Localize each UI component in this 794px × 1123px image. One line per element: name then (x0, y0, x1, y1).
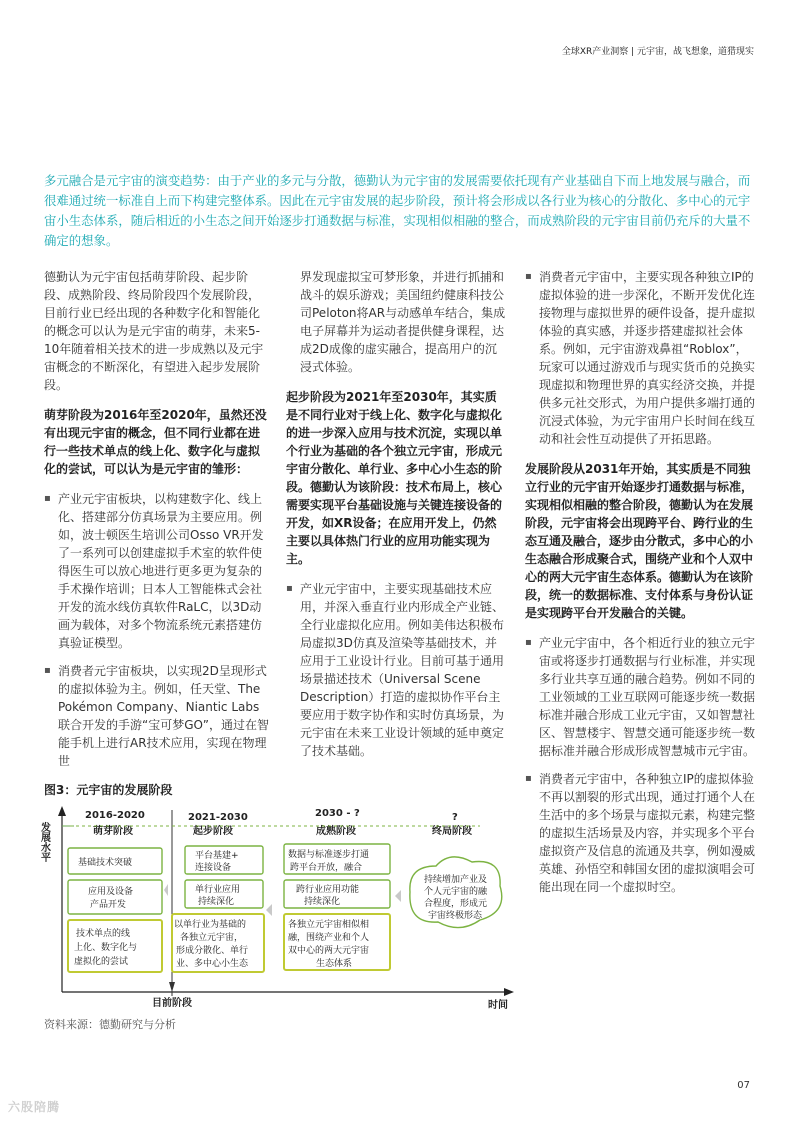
bullet-list (44, 490, 270, 770)
stage-arrow (395, 890, 401, 902)
stage-period: 2021-2030 (188, 812, 248, 823)
lead-line: 宙小生态体系，随后相近的小生态之间开始逐步打通数据与标准，实现相似相融的整合，而成熟阶段的元宇宙目前仍充斥的大量不 (44, 213, 751, 228)
box-text: 连接设备 (195, 863, 232, 873)
box-text: 基础技术突破 (78, 858, 133, 868)
box-text: 各独立元宇宙， (180, 933, 244, 943)
stage-arrow (164, 884, 168, 896)
current-stage-label: 目前阶段 (152, 998, 192, 1009)
box-text: 持续深化 (304, 897, 341, 907)
box-text: 业、多中心小生态 (176, 959, 249, 969)
stage-period: ? (452, 812, 458, 823)
stage-period: 2016-2020 (85, 810, 145, 821)
box-text: 合程度，形成元 (424, 899, 488, 909)
bullet-item: ▪ 产业元宇宙中，主要实现基础技术应用，并深入垂直行业内形成全产业链、全行业虚拟化应用。例如美伟达积极布局虚拟3D仿真及渲染等基础技术，并应用于工业设计行业。目前可基于通用场景描述技术（Universal Scene Description）打造的虚拟协作平台主要应用于数字协作和实时仿真场景，为元宇宙在未来工业设计领域的延申奠定了技术基础。 (286, 580, 506, 760)
stage-diagram (40, 800, 520, 1010)
current-stage-arrow (169, 982, 175, 992)
box-text: 宇宙终极形态 (428, 911, 483, 921)
stage-name: 成熟阶段 (316, 826, 356, 837)
box-text: 跨平台开放，融合 (290, 863, 363, 873)
page-number: 07 (737, 1080, 750, 1091)
stage-period: 2030 - ? (315, 808, 360, 819)
bullet-item: ▪ 产业元宇宙板块，以构建数字化、线上化、搭建部分仿真场景为主要应用。例如，波士顿医生培训公司Osso VR开发了一系列可以创建虚拟手术室的软件使得医生可以放心地进行更多更为复杂的手术操作培训；日本人工智能株式会社开发的流水线仿真软件RaLC，以3D动画为载体，对多个物流系统元素搭建仿真验证模型。 (44, 490, 270, 652)
stage-name: 萌芽阶段 (93, 826, 133, 837)
box-text: 以单行业为基础的 (174, 920, 247, 930)
x-axis-arrow (504, 988, 514, 996)
column-right (525, 268, 755, 908)
source-note: 资料来源：德勤研究与分析 (44, 1018, 176, 1031)
bullet-item: ▪ 消费者元宇宙中，各种独立IP的虚拟体验不再以割裂的形式出现，通过打通个人在生活中的多个场景与虚拟元素，构建完整的虚拟生活场景及内容，并实现多个平台虚拟资产及信息的流通及共享，例如漫威英雄、孙悟空和韩国女团的虚拟演唱会可能出现在同一个虚拟时空。 (525, 770, 755, 896)
bullet-list (525, 268, 755, 448)
y-axis-arrow (58, 806, 66, 816)
bullet-list (286, 580, 506, 760)
bullet-item: ▪ 消费者元宇宙中，主要实现各种独立IP的虚拟体验的进一步深化，不断开发优化连接物理与虚拟世界的硬件设备，提升虚拟体验的真实感，并逐步搭建虚拟社会体系。例如，元宇宙游戏鼻祖“Roblox”，玩家可以通过游戏币与现实货币的兑换实现虚拟和物理世界的真实经济交换，并提供多元社交形式，为用户提供多端打通的沉浸式体验，为元宇宙用户长时间在线互动和社会性互动提供了开拓思路。 (525, 268, 755, 448)
box-text: 个人元宇宙的融 (424, 887, 488, 897)
stage-name: 终局阶段 (432, 826, 472, 837)
box-text: 产品开发 (90, 900, 127, 910)
lead-line: 很难通过统一标准自上而下构建完整体系。因此在元宇宙发展的起步阶段，预计将会形成以各行业为核心的分散化、多中心的元宇 (44, 193, 751, 208)
stage-name: 起步阶段 (193, 826, 233, 837)
box-text: 上化、数字化与 (74, 943, 138, 953)
box-text: 跨行业应用功能 (296, 885, 360, 895)
box-text: 双中心的两大元宇宙 (288, 946, 370, 956)
box-text: 融，围绕产业和个人 (288, 933, 370, 943)
column-left (44, 268, 270, 782)
bullet-list (525, 634, 755, 896)
bullet-item: ▪ 消费者元宇宙板块，以实现2D呈现形式的虚拟体验为主。例如，任天堂、The Pokémon Company、Niantic Labs联合开发的手游“宝可梦GO”，通过在智能手机上进行AR技术应用，实现在物理世 (44, 662, 270, 770)
box-text: 持续深化 (198, 897, 235, 907)
box-text: 形成分散化、单行 (176, 946, 249, 956)
lead-line: 多元融合是元宇宙的演变趋势：由于产业的多元与分散，德勤认为元宇宙的发展需要依托现有产业基础自下而上地发展与融合，而 (44, 173, 751, 188)
box-text: 持续增加产业及 (424, 875, 488, 885)
lead-paragraph (44, 171, 756, 251)
box-text: 平台基建+ (195, 851, 239, 861)
box-text: 各独立元宇宙相似相 (288, 920, 370, 930)
y-axis-label: 发展水平 (38, 822, 50, 862)
body-paragraph: 德勤认为元宇宙包括萌芽阶段、起步阶段、成熟阶段、终局阶段四个发展阶段，目前行业已经出现的各种数字化和智能化的概念可以认为是元宇宙的萌芽，未来5-10年随着相关技术的进一步成熟以及元宇宙概念的不断深化，有望进入起步发展阶段。 (44, 270, 264, 392)
x-axis-label: 时间 (488, 1000, 508, 1011)
box-text: 数据与标准逐步打通 (288, 850, 370, 860)
stage-arrow (266, 904, 272, 916)
bold-paragraph: 起步阶段为2021年至2030年，其实质是不同行业对于线上化、数字化与虚拟化的进一步深入应用与技术沉淀，实现以单个行业为基础的各个独立元宇宙，形成元宇宙分散化、单行业、多中心小生态的阶段。德勤认为该阶段：技术布局上，核心需要实现平台基础设施与关键连接设备的开发，如XR设备；在应用开发上，仍然主要以具体热门行业的应用功能实现为主。 (286, 390, 503, 566)
box-text: 技术单点的线 (76, 929, 131, 939)
bold-paragraph: 萌芽阶段为2016年至2020年，虽然还没有出现元宇宙的概念，但不同行业都在进行一些技术单点的线上化、数字化与虚拟化的尝试，可以认为是元宇宙的雏形： (44, 408, 267, 476)
lead-line: 确定的想象。 (44, 233, 119, 248)
box-text: 虚拟化的尝试 (74, 957, 129, 967)
bullet-item: ▪ 产业元宇宙中，各个相近行业的独立元宇宙或将逐步打通数据与行业标准，并实现多行业共享互通的融合趋势。例如不同的工业领域的工业互联网可能逐步统一数据标准并融合形成工业元宇宙，又如智慧社区、智慧楼宇、智慧交通可能逐步统一数据标准并融合形成形成智慧城市元宇宙。 (525, 634, 755, 760)
box-text: 生态体系 (316, 959, 353, 969)
box-text: 单行业应用 (195, 885, 241, 895)
bold-paragraph: 发展阶段从2031年开始，其实质是不同独立行业的元宇宙开始逐步打通数据与标准，实现相似相融的整合阶段，德勤认为在发展阶段，元宇宙将会出现跨平台、跨行业的生态互通及融合，逐步由分散式，多中心的小生态融合形成聚合式，围绕产业和个人双中心的两大元宇宙生态体系。德勤认为在该阶段，统一的数据标准、支付体系与身份认证是实现跨平台开发融合的关键。 (525, 462, 754, 620)
column-middle (286, 268, 506, 772)
box-text: 应用及设备 (88, 887, 134, 897)
figure-title: 图3：元宇宙的发展阶段 (44, 783, 173, 797)
watermark: 六股陪腾 (8, 1100, 61, 1114)
continued-paragraph: 界发现虚拟宝可梦形象，并进行抓捕和战斗的娱乐游戏；美国纽约健康科技公司Peloton将AR与动感单车结合，集成电子屏幕并为运动者提供健身课程，达成2D成像的虚实融合，提高用户的沉浸式体验。 (300, 270, 506, 374)
page-header: 全球XR产业洞察 | 元宇宙，战飞想象，道猎现实 (561, 47, 754, 57)
